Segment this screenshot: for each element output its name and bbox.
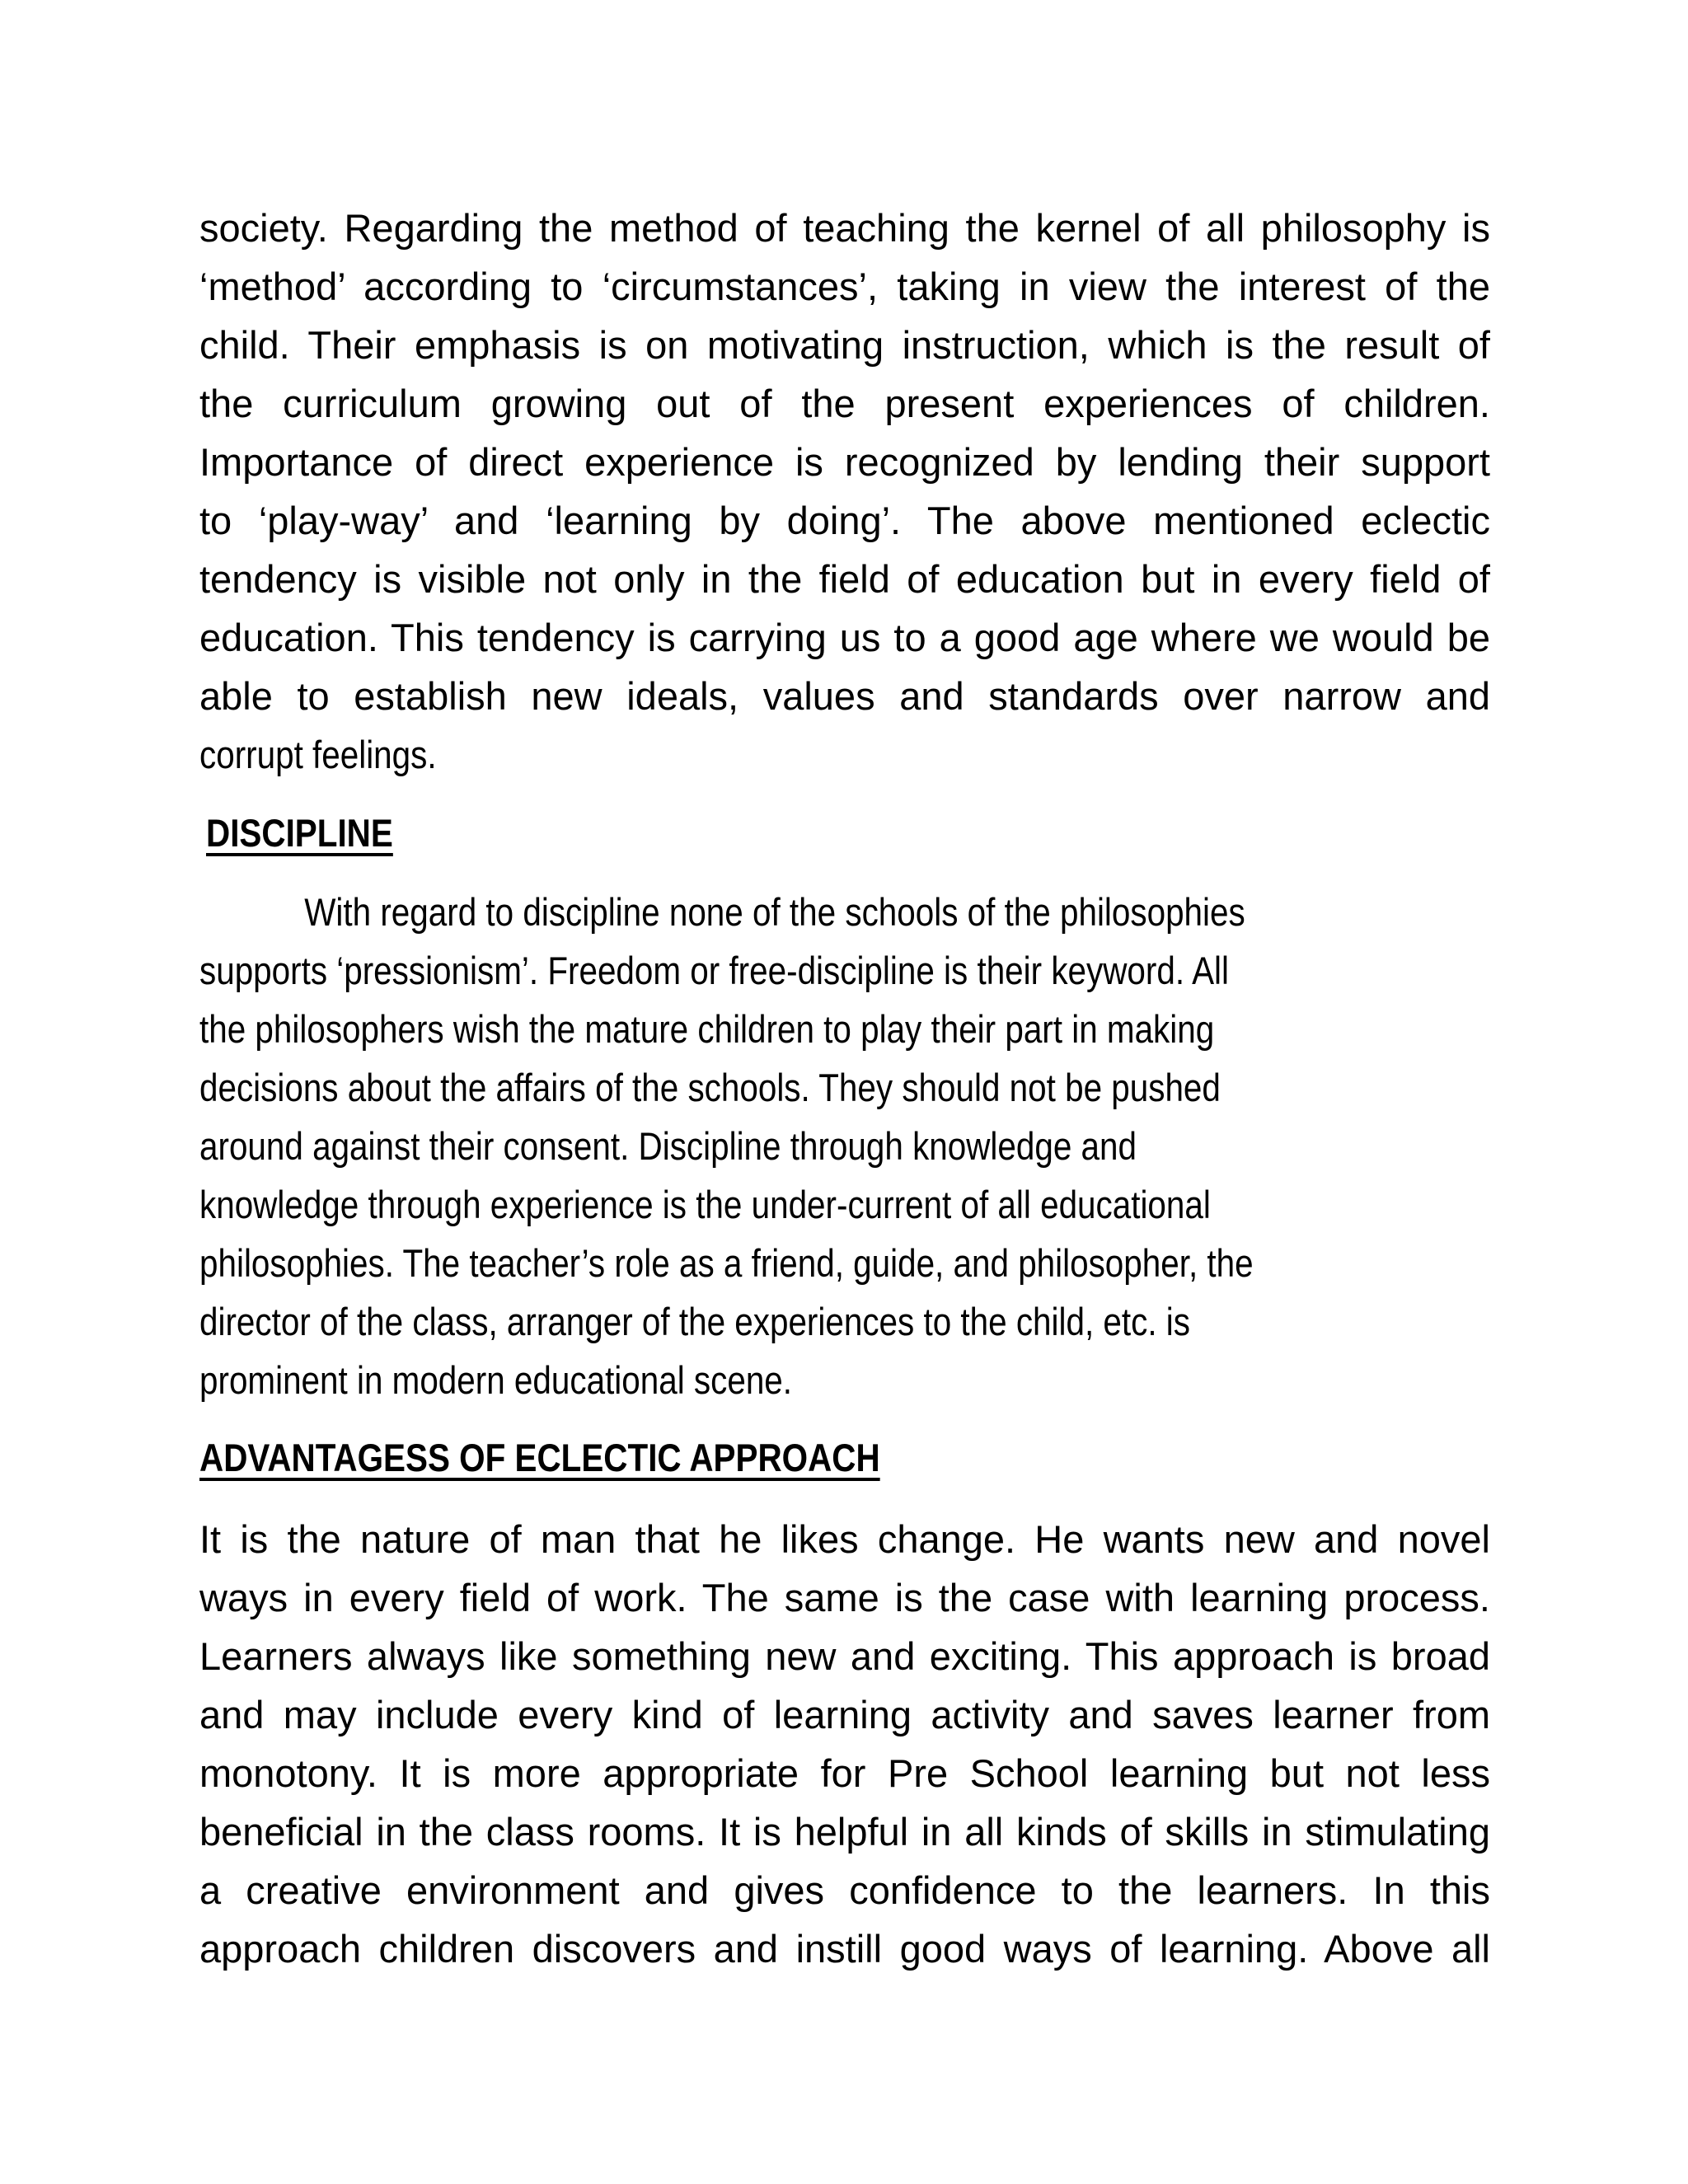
text-line: approach children discovers and instill good ways of learning. Above all	[199, 1927, 1490, 1971]
text-line: With regard to discipline none of the schools of the philosophies	[304, 890, 1245, 934]
text-line: education. This tendency is carrying us to a good age where we would be	[199, 616, 1490, 659]
text-line: corrupt feelings.	[199, 733, 437, 776]
text-line: a creative environment and gives confidence to the learners. In this	[199, 1868, 1490, 1912]
paragraph-discipline	[199, 883, 1490, 1409]
paragraph-eclectic-tendency	[199, 199, 1490, 784]
paragraph-advantages	[199, 1510, 1490, 1978]
text-line: Importance of direct experience is recognized by lending their support	[199, 440, 1490, 484]
text-line: supports ‘pressionism’. Freedom or free-discipline is their keyword. All	[199, 949, 1230, 992]
text-line: to ‘play-way’ and ‘learning by doing’. The above mentioned eclectic	[199, 499, 1490, 542]
text-line: society. Regarding the method of teaching the kernel of all philosophy is	[199, 206, 1490, 250]
text-line: child. Their emphasis is on motivating instruction, which is the result of	[199, 323, 1490, 367]
text-line: philosophies. The teacher’s role as a friend, guide, and philosopher, the	[199, 1241, 1254, 1285]
text-line: decisions about the affairs of the schools. They should not be pushed	[199, 1066, 1221, 1109]
text-line: Learners always like something new and exciting. This approach is broad	[199, 1634, 1490, 1678]
heading-advantages: ADVANTAGESS OF ECLECTIC APPROACH	[199, 1436, 880, 1479]
text-line: knowledge through experience is the under-current of all educational	[199, 1183, 1211, 1226]
text-line: ways in every field of work. The same is the case with learning process.	[199, 1576, 1490, 1619]
text-line: prominent in modern educational scene.	[199, 1358, 793, 1402]
text-line: ‘method’ according to ‘circumstances’, taking in view the interest of the	[199, 265, 1490, 308]
text-line: It is the nature of man that he likes change. He wants new and novel	[199, 1517, 1490, 1561]
text-line: director of the class, arranger of the experiences to the child, etc. is	[199, 1300, 1190, 1343]
text-line: around against their consent. Discipline through knowledge and	[199, 1124, 1137, 1168]
text-line: the curriculum growing out of the present experiences of children.	[199, 382, 1490, 425]
text-line: and may include every kind of learning activity and saves learner from	[199, 1693, 1490, 1736]
text-line: tendency is visible not only in the field of education but in every field of	[199, 557, 1490, 601]
heading-discipline: DISCIPLINE	[206, 811, 393, 855]
text-line: able to establish new ideals, values and standards over narrow and	[199, 674, 1490, 718]
text-line: beneficial in the class rooms. It is helpful in all kinds of skills in stimulating	[199, 1810, 1490, 1854]
text-line: monotony. It is more appropriate for Pre School learning but not less	[199, 1751, 1490, 1795]
text-line: the philosophers wish the mature children to play their part in making	[199, 1007, 1215, 1051]
